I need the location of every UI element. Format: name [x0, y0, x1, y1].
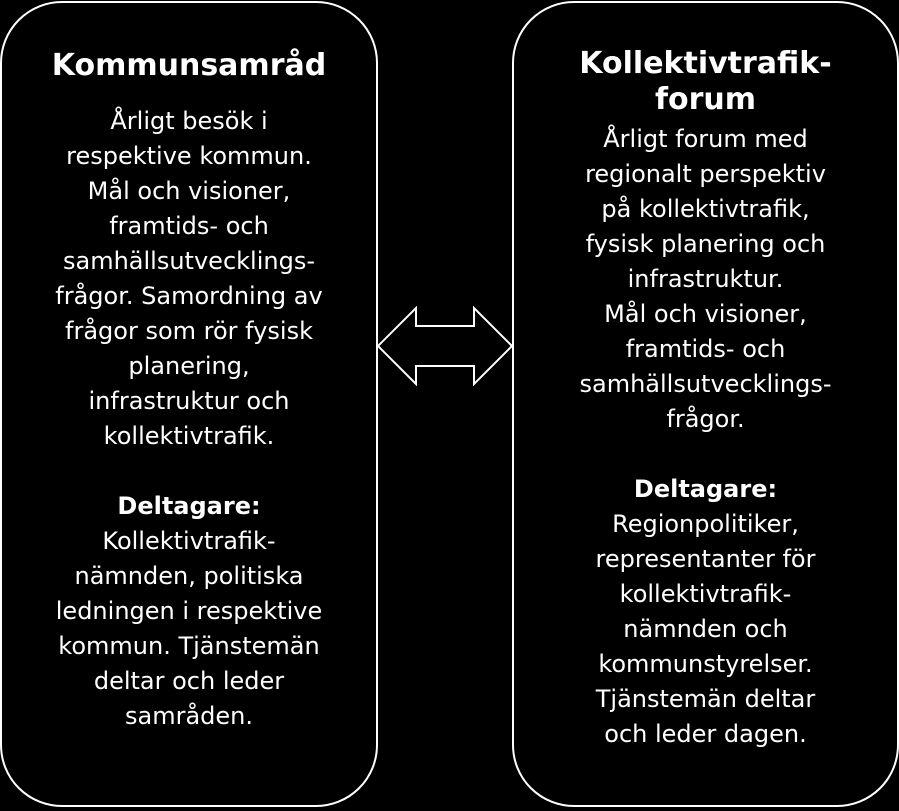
kollektivtrafikforum-participants-label: Deltagare: [633, 475, 778, 503]
kommunsamrad-participants: Kollektivtrafik- nämnden, politiska ledningen i respektive kommun. Tjänstemän deltar och leder samråden. [55, 527, 323, 730]
kommunsamrad-box [0, 1, 378, 807]
double-headed-arrow-shape [378, 308, 512, 384]
kollektivtrafikforum-description: Årligt forum med regionalt perspektiv på kollektivtrafik, fysisk planering och infrastruktur. Mål och visioner, framtids- och samhällsutvecklings- frågor. [579, 125, 832, 433]
kommunsamrad-participants-label: Deltagare: [117, 492, 261, 520]
kollektivtrafikforum-participants: Regionpolitiker, representanter för kollektivtrafik- nämnden och kommunstyrelser. Tjänstemän deltar och leder dagen. [595, 510, 816, 748]
kommunsamrad-description: Årligt besök i respektive kommun. Mål och visioner, framtids- och samhällsutvecklings- frågor. Samordning av frågor som rör fysisk planering, infrastruktur och kollektivtrafik. [55, 107, 323, 450]
double-headed-arrow-icon [376, 306, 514, 386]
kollektivtrafikforum-title: Kollektivtrafik- forum [579, 46, 832, 117]
kommunsamrad-title: Kommunsamråd [51, 48, 327, 83]
kollektivtrafikforum-box [512, 1, 899, 807]
